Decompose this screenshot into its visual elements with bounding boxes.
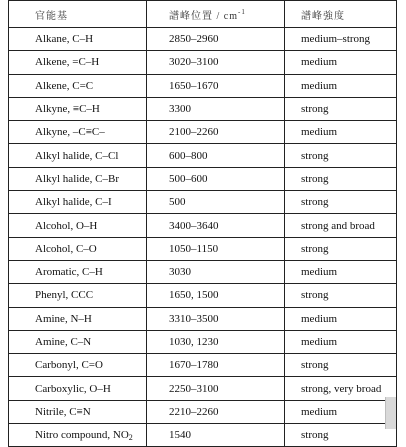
table-row	[9, 424, 397, 447]
functional-group-text: Amine, C–N	[35, 336, 92, 348]
cell-wavenumber: 2850–2960	[147, 28, 285, 51]
header-wavenumber-label: 譜峰位置	[169, 10, 213, 22]
table-row	[9, 74, 397, 97]
cell-functional-group	[9, 28, 147, 51]
table-row	[9, 28, 397, 51]
table-row	[9, 191, 397, 214]
header-wavenumber-unit-exponent: -1	[238, 7, 246, 16]
cell-intensity: medium	[285, 307, 397, 330]
cell-functional-group	[9, 424, 147, 447]
cell-functional-group	[9, 237, 147, 260]
functional-group-text: Alkyl halide, C–Br	[35, 172, 120, 185]
cell-wavenumber: 2250–3100	[147, 377, 285, 400]
cell-functional-group	[9, 191, 147, 214]
cell-functional-group	[9, 51, 147, 74]
table-row	[9, 330, 397, 353]
cell-intensity: strong	[285, 191, 397, 214]
cell-intensity: strong	[285, 97, 397, 120]
cell-wavenumber: 500–600	[147, 167, 285, 190]
cell-wavenumber: 1650, 1500	[147, 284, 285, 307]
cell-wavenumber: 600–800	[147, 144, 285, 167]
cell-wavenumber: 3300	[147, 97, 285, 120]
table-row	[9, 377, 397, 400]
cell-intensity: medium	[285, 121, 397, 144]
cell-functional-group	[9, 307, 147, 330]
cell-functional-group	[9, 121, 147, 144]
cell-functional-group	[9, 330, 147, 353]
cell-functional-group	[9, 354, 147, 377]
scrollbar-thumb[interactable]	[385, 397, 396, 429]
header-wavenumber-unit: / cm	[216, 10, 238, 22]
cell-intensity: strong	[285, 167, 397, 190]
functional-group-subscript: 2	[128, 432, 133, 442]
cell-wavenumber: 500	[147, 191, 285, 214]
functional-group-text: Amine, N–H	[35, 312, 92, 325]
cell-wavenumber: 1540	[147, 424, 285, 447]
cell-wavenumber: 3030	[147, 260, 285, 283]
cell-wavenumber: 2100–2260	[147, 121, 285, 144]
functional-group-text: Alkene, =C–H	[35, 56, 100, 69]
table-row	[9, 237, 397, 260]
functional-group-text: Aromatic, C–H	[35, 266, 103, 279]
functional-group-text: Carboxylic, O–H	[35, 382, 111, 395]
cell-wavenumber: 1030, 1230	[147, 330, 285, 353]
functional-group-text: Alcohol, O–H	[35, 219, 98, 232]
header-functional-group: 官能基	[9, 1, 147, 28]
cell-wavenumber: 1050–1150	[147, 237, 285, 260]
table-row	[9, 400, 397, 423]
cell-intensity: medium–strong	[285, 28, 397, 51]
functional-group-text: Carbonyl, C=O	[35, 359, 103, 372]
cell-intensity: strong, very broad	[285, 377, 397, 400]
table-row	[9, 144, 397, 167]
functional-group-text: Alkane, C–H	[35, 33, 94, 46]
table-row	[9, 354, 397, 377]
cell-intensity: strong	[285, 144, 397, 167]
cell-intensity: medium	[285, 260, 397, 283]
cell-intensity: strong	[285, 354, 397, 377]
table-row	[9, 307, 397, 330]
cell-intensity: medium	[285, 51, 397, 74]
functional-group-text: Alkene, C=C	[35, 79, 94, 92]
ir-absorption-table	[8, 0, 397, 447]
table-row	[9, 51, 397, 74]
functional-group-text: Alkyl halide, C–Cl	[35, 149, 119, 162]
functional-group-text: Alcohol, C–O	[35, 242, 97, 255]
cell-wavenumber: 3400–3640	[147, 214, 285, 237]
table-row	[9, 167, 397, 190]
cell-intensity: strong	[285, 237, 397, 260]
functional-group-text: Alkyl halide, C–I	[35, 196, 112, 209]
functional-group-text: Alkyne, –C≡C–	[35, 126, 105, 139]
cell-functional-group	[9, 144, 147, 167]
cell-wavenumber: 2210–2260	[147, 400, 285, 423]
functional-group-text: Phenyl, CCC	[35, 289, 94, 302]
cell-wavenumber: 1670–1780	[147, 354, 285, 377]
functional-group-text: Alkyne, ≡C–H	[35, 103, 100, 116]
header-intensity: 譜峰強度	[285, 1, 397, 28]
cell-functional-group	[9, 74, 147, 97]
cell-functional-group	[9, 400, 147, 423]
cell-intensity: strong	[285, 424, 397, 447]
cell-functional-group	[9, 97, 147, 120]
cell-functional-group	[9, 284, 147, 307]
table-row	[9, 97, 397, 120]
table-body	[9, 28, 397, 447]
table-row	[9, 284, 397, 307]
cell-functional-group	[9, 167, 147, 190]
functional-group-text: Nitro compound, NO	[35, 428, 129, 441]
cell-functional-group	[9, 260, 147, 283]
table-row	[9, 260, 397, 283]
functional-group-text: Nitrile, C≡N	[35, 405, 91, 418]
cell-wavenumber: 3310–3500	[147, 307, 285, 330]
cell-intensity: medium	[285, 330, 397, 353]
document-sheet	[8, 0, 396, 441]
cell-intensity: strong	[285, 284, 397, 307]
table-row	[9, 214, 397, 237]
cell-intensity: medium	[285, 400, 397, 423]
cell-functional-group	[9, 214, 147, 237]
table-header-row	[9, 1, 397, 28]
cell-intensity: strong and broad	[285, 214, 397, 237]
table-row	[9, 121, 397, 144]
cell-intensity: medium	[285, 74, 397, 97]
cell-wavenumber: 1650–1670	[147, 74, 285, 97]
cell-functional-group	[9, 377, 147, 400]
cell-wavenumber: 3020–3100	[147, 51, 285, 74]
header-wavenumber	[147, 1, 285, 28]
